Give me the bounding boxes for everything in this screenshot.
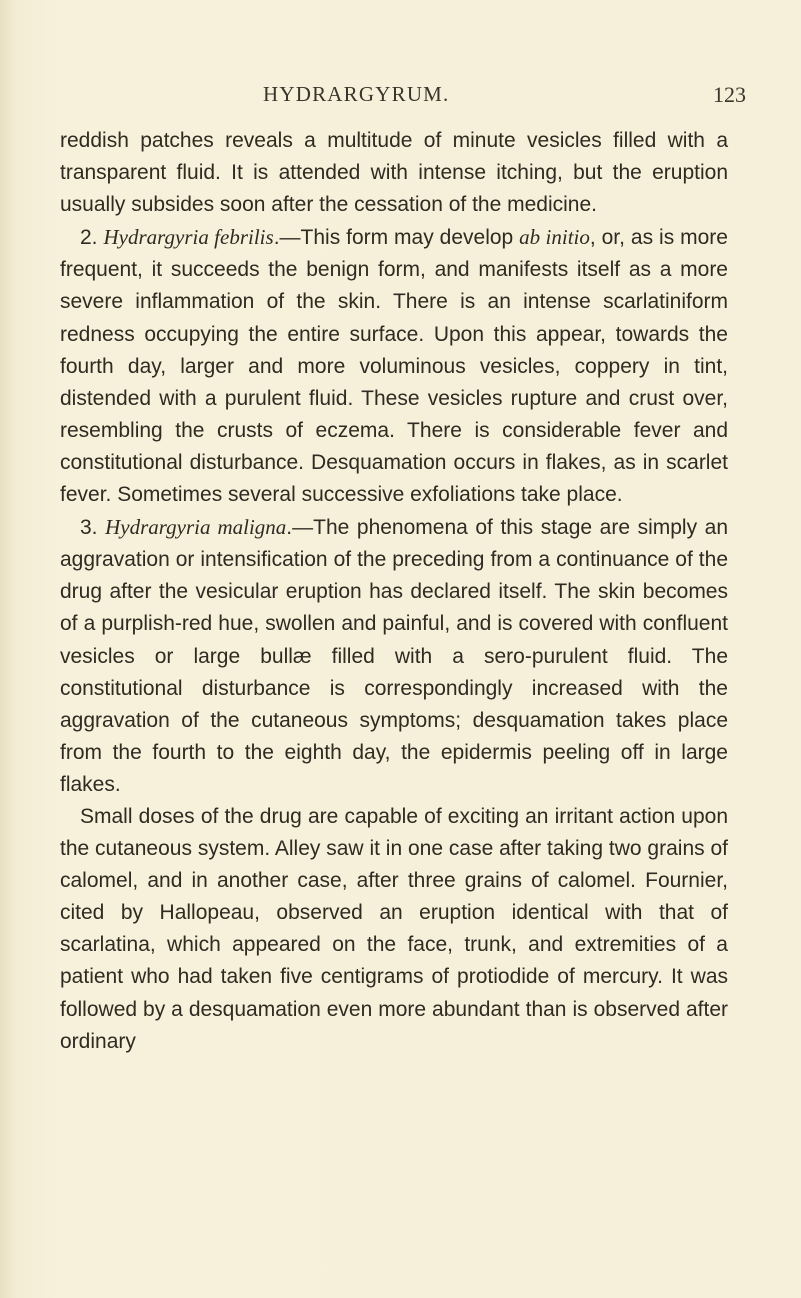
page-number: 123 bbox=[713, 82, 746, 107]
paragraph-3-number: 3. bbox=[80, 516, 106, 540]
paragraph-4-text: Small doses of the drug are capable of exciting an irritant action upon the cutaneous system. Alley saw it in one case after taking two grains of calomel, and in another case, after three grains of calomel. Fournier, cited by Hallopeau, observed an eruption identical with that of scarlatina, which appeared on the face, trunk, and extremities of a patient who had taken five centigrams of protiodide of mercury. It was followed by a desquamation even more abundant than is observed after ordinary bbox=[60, 804, 728, 1053]
paragraph-2 bbox=[60, 221, 728, 511]
paragraph-2-text-a: .—This form may develop bbox=[273, 226, 520, 250]
page-header bbox=[0, 82, 801, 112]
term-hydrargyria-febrilis: Hydrargyria febrilis bbox=[103, 225, 274, 250]
paragraph-1 bbox=[60, 125, 728, 221]
body-text bbox=[60, 125, 728, 1058]
running-head: HYDRARGYRUM. bbox=[263, 82, 450, 106]
paragraph-3 bbox=[60, 511, 728, 801]
term-hydrargyria-maligna: Hydrargyria maligna bbox=[105, 515, 287, 540]
paragraph-3-text: .—The phenomena of this stage are simply an aggravation or intensification of the preceding from a continuance of the drug after the vesicular eruption has declared itself. The skin becomes of a purplish-red hue, swollen and painful, and is covered with confluent vesicles or large bullæ filled with a sero-purulent fluid. The constitutional disturbance is correspondingly increased with the aggravation of the cutaneous symptoms; desquamation takes place from the fourth to the eighth day, the epidermis peeling off in large flakes. bbox=[60, 516, 728, 796]
paragraph-2-number: 2. bbox=[80, 226, 104, 250]
paragraph-1-text: reddish patches reveals a multitude of minute vesicles filled with a transparent fluid. It is attended with intense itching, but the eruption usually subsides soon after the cessation of the medicine. bbox=[60, 129, 728, 217]
paragraph-2-text-b: , or, as is more frequent, it succeeds the benign form, and manifests itself as a more severe inflammation of the skin. There is an intense scarlatiniform redness occupying the entire surface. Upon this appear, towards the fourth day, larger and more voluminous vesicles, coppery in tint, distended with a purulent fluid. These vesicles rupture and crust over, resembling the crusts of eczema. There is considerable fever and constitutional disturbance. Desquamation occurs in flakes, as in scarlet fever. Sometimes several successive exfoliations take place. bbox=[60, 226, 728, 507]
paragraph-4 bbox=[60, 801, 728, 1058]
latin-ab-initio: ab initio bbox=[519, 225, 590, 250]
